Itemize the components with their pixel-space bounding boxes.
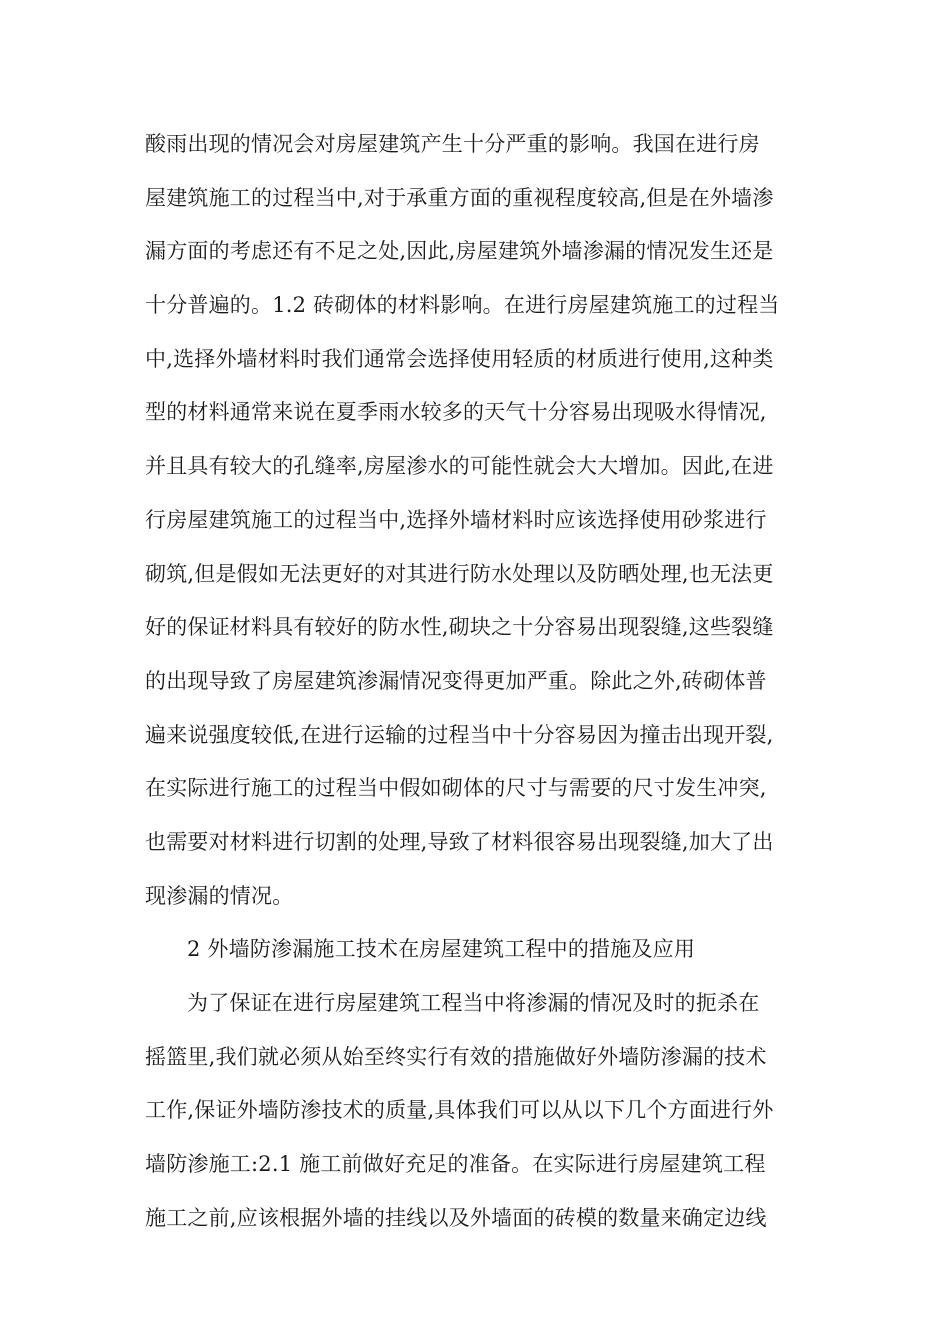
text-line: 酸雨出现的情况会对房屋建筑产生十分严重的影响。我国在进行房 <box>145 132 760 156</box>
text-line: 屋建筑施工的过程当中,对于承重方面的重视程度较高,但是在外墙渗 <box>145 185 774 210</box>
text-line: 在实际进行施工的过程当中假如砌体的尺寸与需要的尺寸发生冲突, <box>145 776 767 801</box>
text-line: 型的材料通常来说在夏季雨水较多的天气十分容易出现吸水得情况, <box>145 400 767 425</box>
text-line: 行房屋建筑施工的过程当中,选择外墙材料时应该选择使用砂浆进行 <box>145 507 767 532</box>
text-line: 好的保证材料具有较好的防水性,砌块之十分容易出现裂缝,这些裂缝 <box>145 615 774 640</box>
text-line: 施工之前,应该根据外墙的挂线以及外墙面的砖模的数量来确定边线 <box>145 1205 767 1230</box>
text-line: 墙防渗施工:2.1 施工前做好充足的准备。在实际进行房屋建筑工程 <box>145 1152 766 1177</box>
text-line: 漏方面的考虑还有不足之处,因此,房屋建筑外墙渗漏的情况发生还是 <box>145 239 774 264</box>
text-line: 也需要对材料进行切割的处理,导致了材料很容易出现裂缝,加大了出 <box>145 829 774 854</box>
text-line: 中,选择外墙材料时我们通常会选择使用轻质的材质进行使用,这种类 <box>145 346 774 371</box>
body-text <box>145 118 810 1245</box>
text-line: 工作,保证外墙防渗技术的质量,具体我们可以从以下几个方面进行外 <box>145 1098 774 1123</box>
text-line: 并且具有较大的孔缝率,房屋渗水的可能性就会大大增加。因此,在进 <box>145 454 774 479</box>
text-line: 摇篮里,我们就必须从始至终实行有效的措施做好外墙防渗漏的技术 <box>145 1044 767 1069</box>
section-heading: 2 外墙防渗漏施工技术在房屋建筑工程中的措施及应用 <box>187 937 696 962</box>
text-line: 现渗漏的情况。 <box>145 883 294 908</box>
text-line: 十分普遍的。1.2 砖砌体的材料影响。在进行房屋建筑施工的过程当 <box>145 293 780 318</box>
text-line: 为了保证在进行房屋建筑工程当中将渗漏的情况及时的扼杀在 <box>187 991 760 1015</box>
text-line: 砌筑,但是假如无法更好的对其进行防水处理以及防晒处理,也无法更 <box>145 561 774 586</box>
text-line: 的出现导致了房屋建筑渗漏情况变得更加严重。除此之外,砖砌体普 <box>145 668 767 693</box>
text-line: 遍来说强度较低,在进行运输的过程当中十分容易因为撞击出现开裂, <box>145 722 774 747</box>
